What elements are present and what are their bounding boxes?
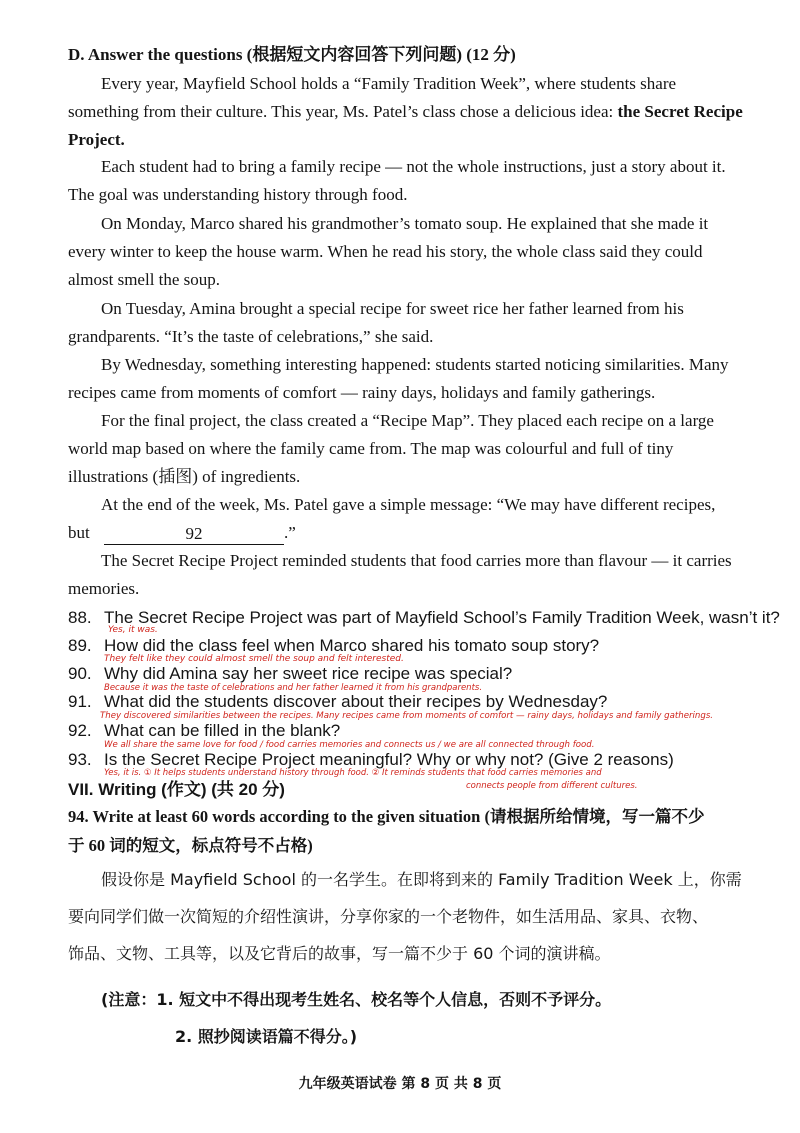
passage-line: Project. <box>68 130 125 149</box>
passage-text: something from their culture. This year, Ms. Patel’s class chose a delicious idea: <box>68 102 618 121</box>
question-93 <box>68 750 674 770</box>
blank-number: 92 <box>185 524 203 543</box>
passage-line: grandparents. “It’s the taste of celebrations,” she said. <box>68 327 434 346</box>
question-92 <box>68 721 340 741</box>
q94-situation-line: 饰品、文物、工具等，以及它背后的故事，写一篇不少于 60 个词的演讲稿。 <box>68 944 611 963</box>
passage-line: The goal was understanding history through food. <box>68 185 408 204</box>
q94-note: (注意：1. 短文中不得出现考生姓名、校名等个人信息，否则不予评分。 <box>101 990 612 1009</box>
question-number: 90. <box>68 664 92 683</box>
q94-prompt-line: 94. Write at least 60 words according to the given situation (请根据所给情境，写一篇不少 <box>68 807 705 826</box>
section-vii-title: VII. Writing (作文) (共 20 分) <box>68 780 285 799</box>
section-d-title: D. Answer the questions (根据短文内容回答下列问题) (12 分) <box>68 45 516 64</box>
passage-line: By Wednesday, something interesting happened: students started noticing similarities. Many <box>101 355 729 374</box>
passage-line: every winter to keep the house warm. When he read his story, the whole class said they could <box>68 242 703 261</box>
handwritten-answer: Yes, it is. ① It helps students understand history through food. ② It reminds students that food carries memories and <box>104 768 602 778</box>
question-88 <box>68 608 780 628</box>
passage-line: almost smell the soup. <box>68 270 221 289</box>
question-text: Why did Amina say her sweet rice recipe was special? <box>104 664 513 683</box>
q94-situation-line: 假设你是 Mayfield School 的一名学生。在即将到来的 Family Tradition Week 上，你需 <box>101 870 742 889</box>
passage-text: but <box>68 523 90 542</box>
question-number: 93. <box>68 750 92 769</box>
handwritten-answer: Yes, it was. <box>108 625 158 635</box>
question-number: 88. <box>68 608 92 627</box>
passage-line: On Monday, Marco shared his grandmother’s tomato soup. He explained that she made it <box>101 214 709 233</box>
handwritten-answer: We all share the same love for food / food carries memories and connects us / we are all connected through food. <box>104 740 595 750</box>
passage-line <box>68 102 743 122</box>
answer-blank <box>104 524 284 545</box>
passage-line: The Secret Recipe Project reminded students that food carries more than flavour — it carries <box>101 551 732 570</box>
passage-line: recipes came from moments of comfort — rainy days, holidays and family gatherings. <box>68 383 656 402</box>
passage-line: On Tuesday, Amina brought a special recipe for sweet rice her father learned from his <box>101 299 684 318</box>
question-text: How did the class feel when Marco shared his tomato soup story? <box>104 636 600 655</box>
handwritten-answer: connects people from different cultures. <box>466 781 638 791</box>
q94-prompt-line: 于 60 词的短文，标点符号不占格) <box>68 836 313 855</box>
handwritten-answer: They discovered similarities between the recipes. Many recipes came from moments of comfort — rainy days, holidays and family gatherings. <box>100 711 714 721</box>
handwritten-answer: They felt like they could almost smell the soup and felt interested. <box>104 654 404 664</box>
passage-text: .” <box>283 523 296 542</box>
passage-line: For the final project, the class created a “Recipe Map”. They placed each recipe on a large <box>101 411 714 430</box>
handwritten-answer: Because it was the taste of celebrations and her father learned it from his grandparents. <box>104 683 483 693</box>
passage-line: illustrations (插图) of ingredients. <box>68 467 301 486</box>
passage-line <box>68 523 296 544</box>
question-90 <box>68 664 512 684</box>
q94-note: 2. 照抄阅读语篇不得分。) <box>175 1027 358 1046</box>
passage-line: Every year, Mayfield School holds a “Family Tradition Week”, where students share <box>101 74 677 93</box>
passage-emphasis: the Secret Recipe <box>617 102 743 121</box>
question-number: 89. <box>68 636 92 655</box>
question-89 <box>68 636 599 656</box>
question-text: Is the Secret Recipe Project meaningful? Why or why not? (Give 2 reasons) <box>104 750 674 769</box>
question-91 <box>68 692 607 712</box>
question-number: 92. <box>68 721 92 740</box>
passage-line: Each student had to bring a family recipe — not the whole instructions, just a story about it. <box>101 157 726 176</box>
passage-line: memories. <box>68 579 140 598</box>
q94-situation-line: 要向同学们做一次简短的介绍性演讲，分享你家的一个老物件，如生活用品、家具、衣物、 <box>68 907 709 926</box>
question-text: The Secret Recipe Project was part of Mayfield School’s Family Tradition Week, wasn’t it? <box>104 608 780 627</box>
passage-line: At the end of the week, Ms. Patel gave a simple message: “We may have different recipes, <box>101 495 716 514</box>
page-footer: 九年级英语试卷 第 8 页 共 8 页 <box>298 1076 502 1092</box>
question-number: 91. <box>68 692 92 711</box>
question-text: What can be filled in the blank? <box>104 721 341 740</box>
question-text: What did the students discover about their recipes by Wednesday? <box>104 692 608 711</box>
passage-line: world map based on where the family came from. The map was colourful and full of tiny <box>68 439 674 458</box>
